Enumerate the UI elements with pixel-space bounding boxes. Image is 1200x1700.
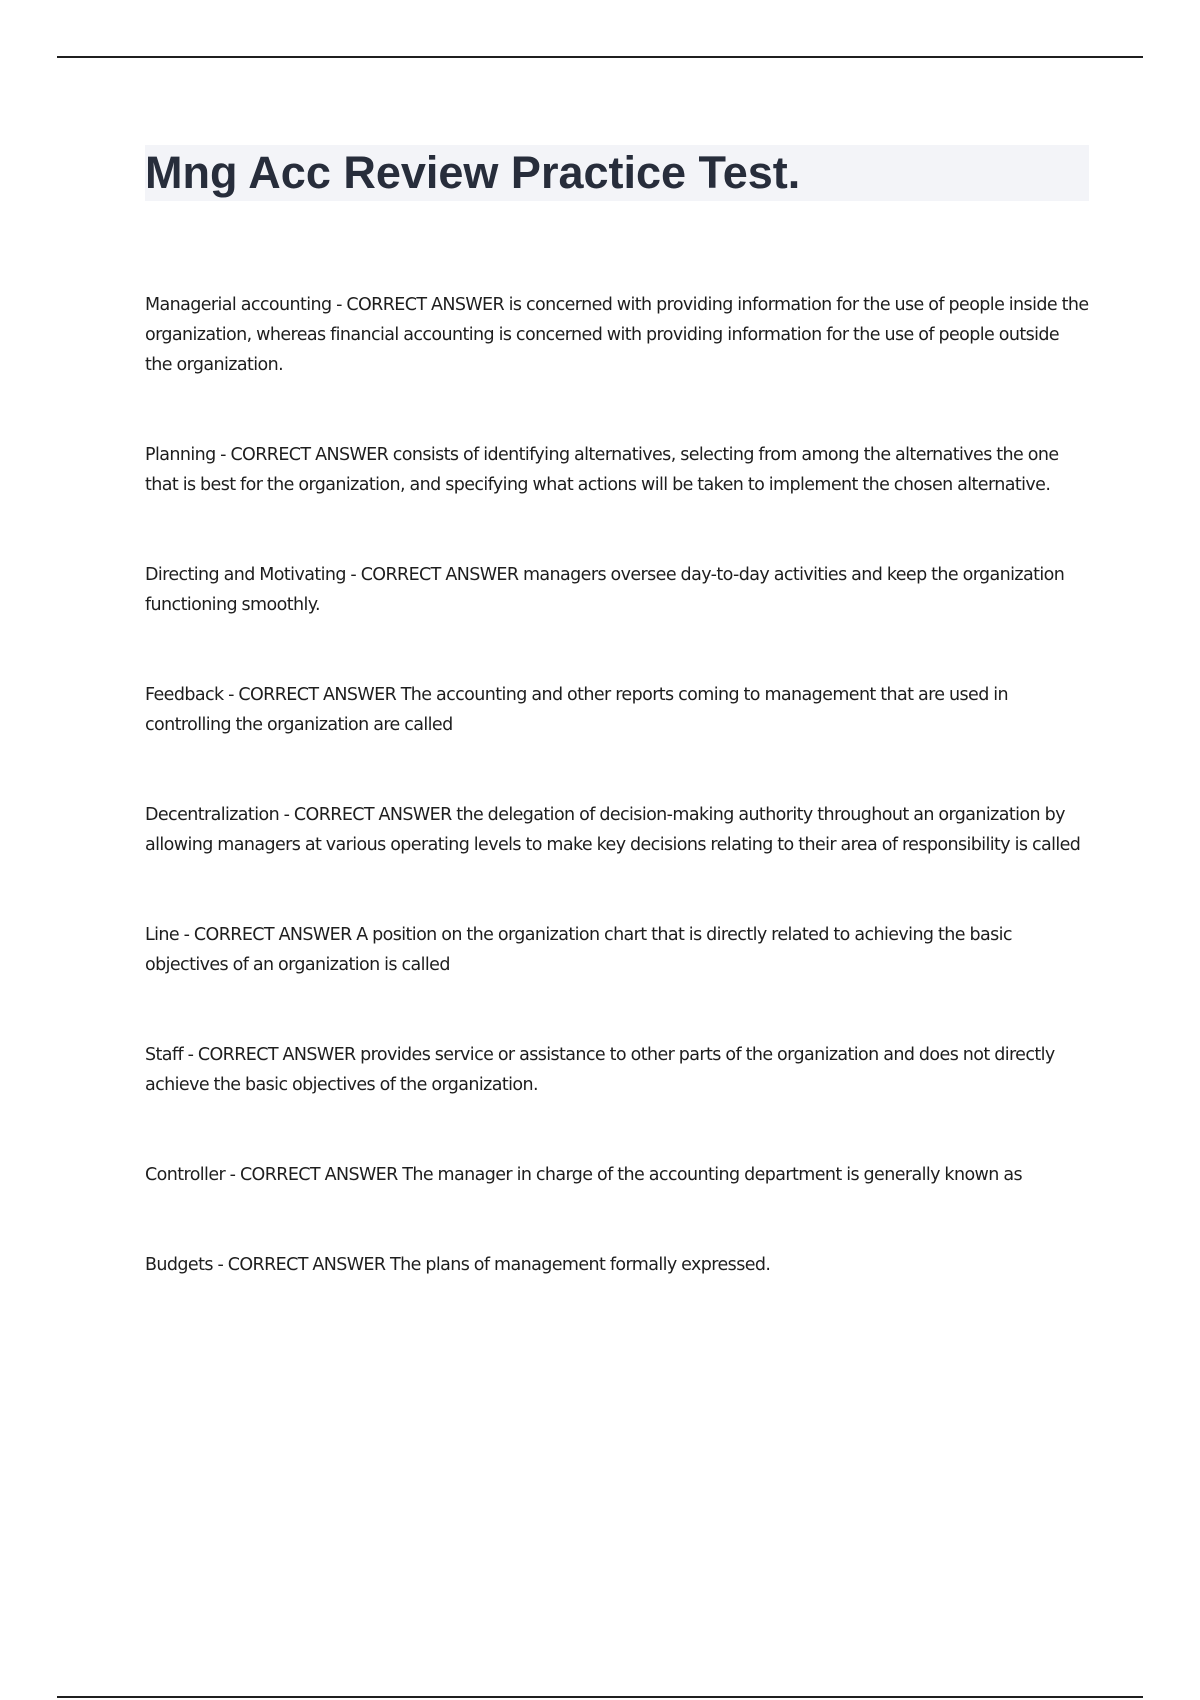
entry-separator: -	[215, 445, 231, 465]
entry-answer-label: CORRECT ANSWER	[238, 685, 397, 705]
entry-term: Managerial accounting	[145, 295, 332, 315]
qa-entry	[145, 440, 1090, 500]
entry-term: Directing and Motivating	[145, 565, 346, 585]
top-divider	[57, 56, 1143, 58]
entry-separator: -	[223, 685, 239, 705]
entry-separator: -	[331, 295, 347, 315]
bottom-divider	[57, 1696, 1143, 1698]
entry-answer-label: CORRECT ANSWER	[197, 1045, 356, 1065]
entry-answer: consists of identifying alternatives, selecting from among the alternatives the one that is best for the organization, and specifying what actions will be taken to implement the chosen alternative.	[145, 445, 1059, 495]
entry-term: Line	[145, 925, 180, 945]
entry-answer: A position on the organization chart that is directly related to achieving the basic objectives of an organization is called	[145, 925, 1012, 975]
qa-entry	[145, 560, 1090, 620]
entry-separator: -	[183, 1045, 198, 1065]
entry-answer: The plans of management formally expressed.	[385, 1255, 771, 1275]
entry-answer: provides service or assistance to other parts of the organization and does not directly achieve the basic objectives of the organization.	[145, 1045, 1055, 1095]
qa-entry	[145, 1250, 1090, 1280]
entry-answer: The manager in charge of the accounting department is generally known as	[397, 1165, 1022, 1185]
entry-term: Planning	[145, 445, 216, 465]
qa-entry	[145, 1040, 1090, 1100]
entry-separator: -	[345, 565, 361, 585]
qa-entry	[145, 290, 1090, 380]
entry-answer-label: CORRECT ANSWER	[346, 295, 505, 315]
entry-answer: The accounting and other reports coming to management that are used in controlling the organization are called	[145, 685, 1009, 735]
entry-answer-label: CORRECT ANSWER	[293, 805, 452, 825]
qa-entry	[145, 1160, 1090, 1190]
entry-answer-label: CORRECT ANSWER	[230, 445, 389, 465]
entry-separator: -	[212, 1255, 228, 1275]
entry-term: Feedback	[145, 685, 224, 705]
entry-term: Budgets	[145, 1255, 213, 1275]
entry-separator: -	[179, 925, 194, 945]
qa-entry	[145, 680, 1090, 740]
entry-term: Controller	[145, 1165, 226, 1185]
page-title: Mng Acc Review Practice Test.	[145, 147, 801, 198]
entry-answer: the delegation of decision-making authority throughout an organization by allowing managers at various operating levels to make key decisions relating to their area of responsibility is called	[145, 805, 1081, 855]
qa-entry	[145, 800, 1090, 860]
qa-list	[145, 290, 1090, 1340]
entry-answer-label: CORRECT ANSWER	[239, 1165, 398, 1185]
entry-answer-label: CORRECT ANSWER	[193, 925, 352, 945]
entry-answer: managers oversee day-to-day activities and keep the organization functioning smoothly.	[145, 565, 1065, 615]
entry-separator: -	[279, 805, 294, 825]
entry-term: Decentralization	[145, 805, 280, 825]
entry-answer-label: CORRECT ANSWER	[360, 565, 519, 585]
entry-answer: is concerned with providing information for the use of people inside the organization, whereas financial accounting is concerned with providing information for the use of people outside the organization.	[145, 295, 1089, 375]
qa-entry	[145, 920, 1090, 980]
entry-term: Staff	[145, 1045, 184, 1065]
entry-answer-label: CORRECT ANSWER	[227, 1255, 386, 1275]
entry-separator: -	[225, 1165, 240, 1185]
